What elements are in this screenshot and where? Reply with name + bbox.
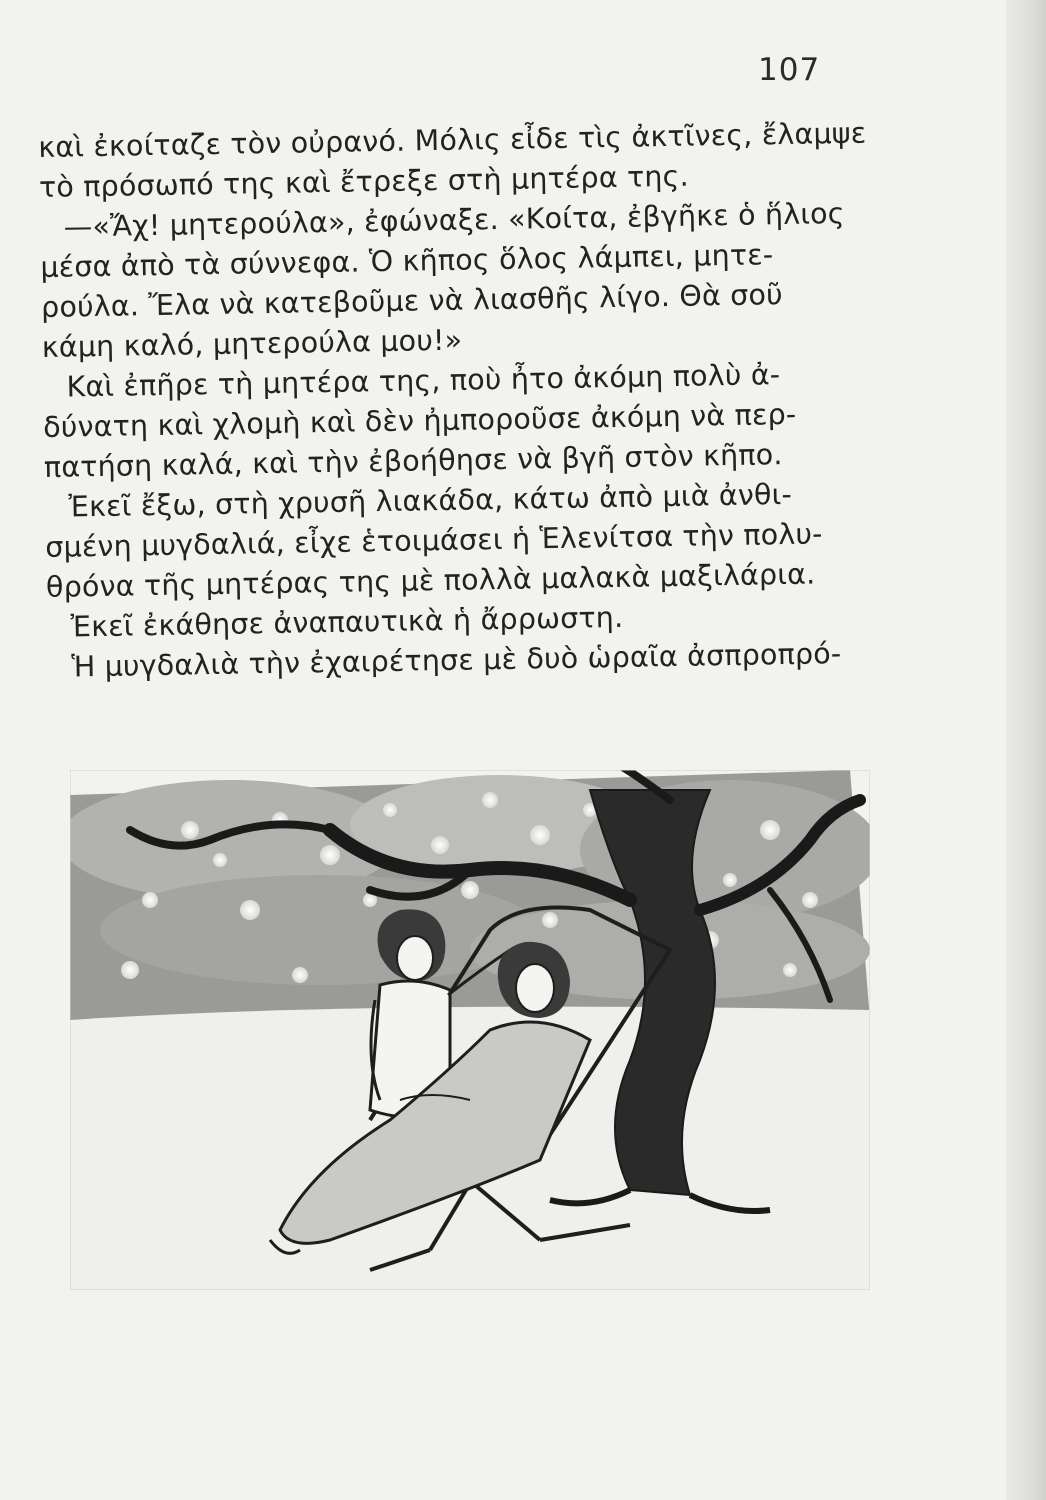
body-text: [38, 114, 868, 688]
body-line: Καὶ ἐπῆρε τὴ μητέρα της, ποὺ ἦτο ἀκόμη πολὺ ἀ-: [66, 358, 781, 404]
body-line: πατήση καλά, καὶ τὴν ἐβοήθησε νὰ βγῆ στὸν κῆπο.: [43, 438, 783, 484]
body-line: σμένη μυγδαλιά, εἶχε ἑτοιμάσει ἡ Ἑλενίτσα τὴν πολυ-: [45, 517, 823, 564]
body-line: καὶ ἐκοίταζε τὸν οὐρανό. Μόλις εἶδε τὶς ἀκτῖνες, ἔλαμψε: [38, 116, 867, 164]
body-line: θρόνα τῆς μητέρας της μὲ πολλὰ μαλακὰ μαξιλάρια.: [45, 557, 816, 604]
page-edge-shadow: [1006, 0, 1046, 1500]
body-line: Ἐκεῖ ἔξω, στὴ χρυσῆ λιακάδα, κάτω ἀπὸ μιὰ ἀνθι-: [68, 477, 793, 524]
illustration-almond-tree-garden: [70, 770, 870, 1290]
body-line: τὸ πρόσωπό της καὶ ἔτρεξε στὴ μητέρα της.: [38, 159, 690, 204]
body-line: μέσα ἀπὸ τὰ σύννεφα. Ὁ κῆπος ὅλος λάμπει, μητε-: [40, 238, 774, 284]
page-number: 107: [758, 52, 821, 88]
body-line: ρούλα. Ἔλα νὰ κατεβοῦμε νὰ λιασθῆς λίγο. Θὰ σοῦ: [40, 278, 784, 324]
body-line: κάμη καλό, μητερούλα μου!»: [41, 323, 463, 364]
body-line: Ἡ μυγδαλιὰ τὴν ἐχαιρέτησε μὲ δυὸ ὡραῖα ἀσπροπρό-: [71, 637, 842, 684]
body-line: Ἐκεῖ ἐκάθησε ἀναπαυτικὰ ἡ ἄρρωστη.: [70, 600, 624, 644]
body-line: —«Ἄχ! μητερούλα», ἐφώναξε. «Κοίτα, ἐβγῆκε ὁ ἥλιος: [63, 196, 845, 244]
body-line: δύνατη καὶ χλομὴ καὶ δὲν ἠμποροῦσε ἀκόμη νὰ περ-: [42, 397, 797, 444]
